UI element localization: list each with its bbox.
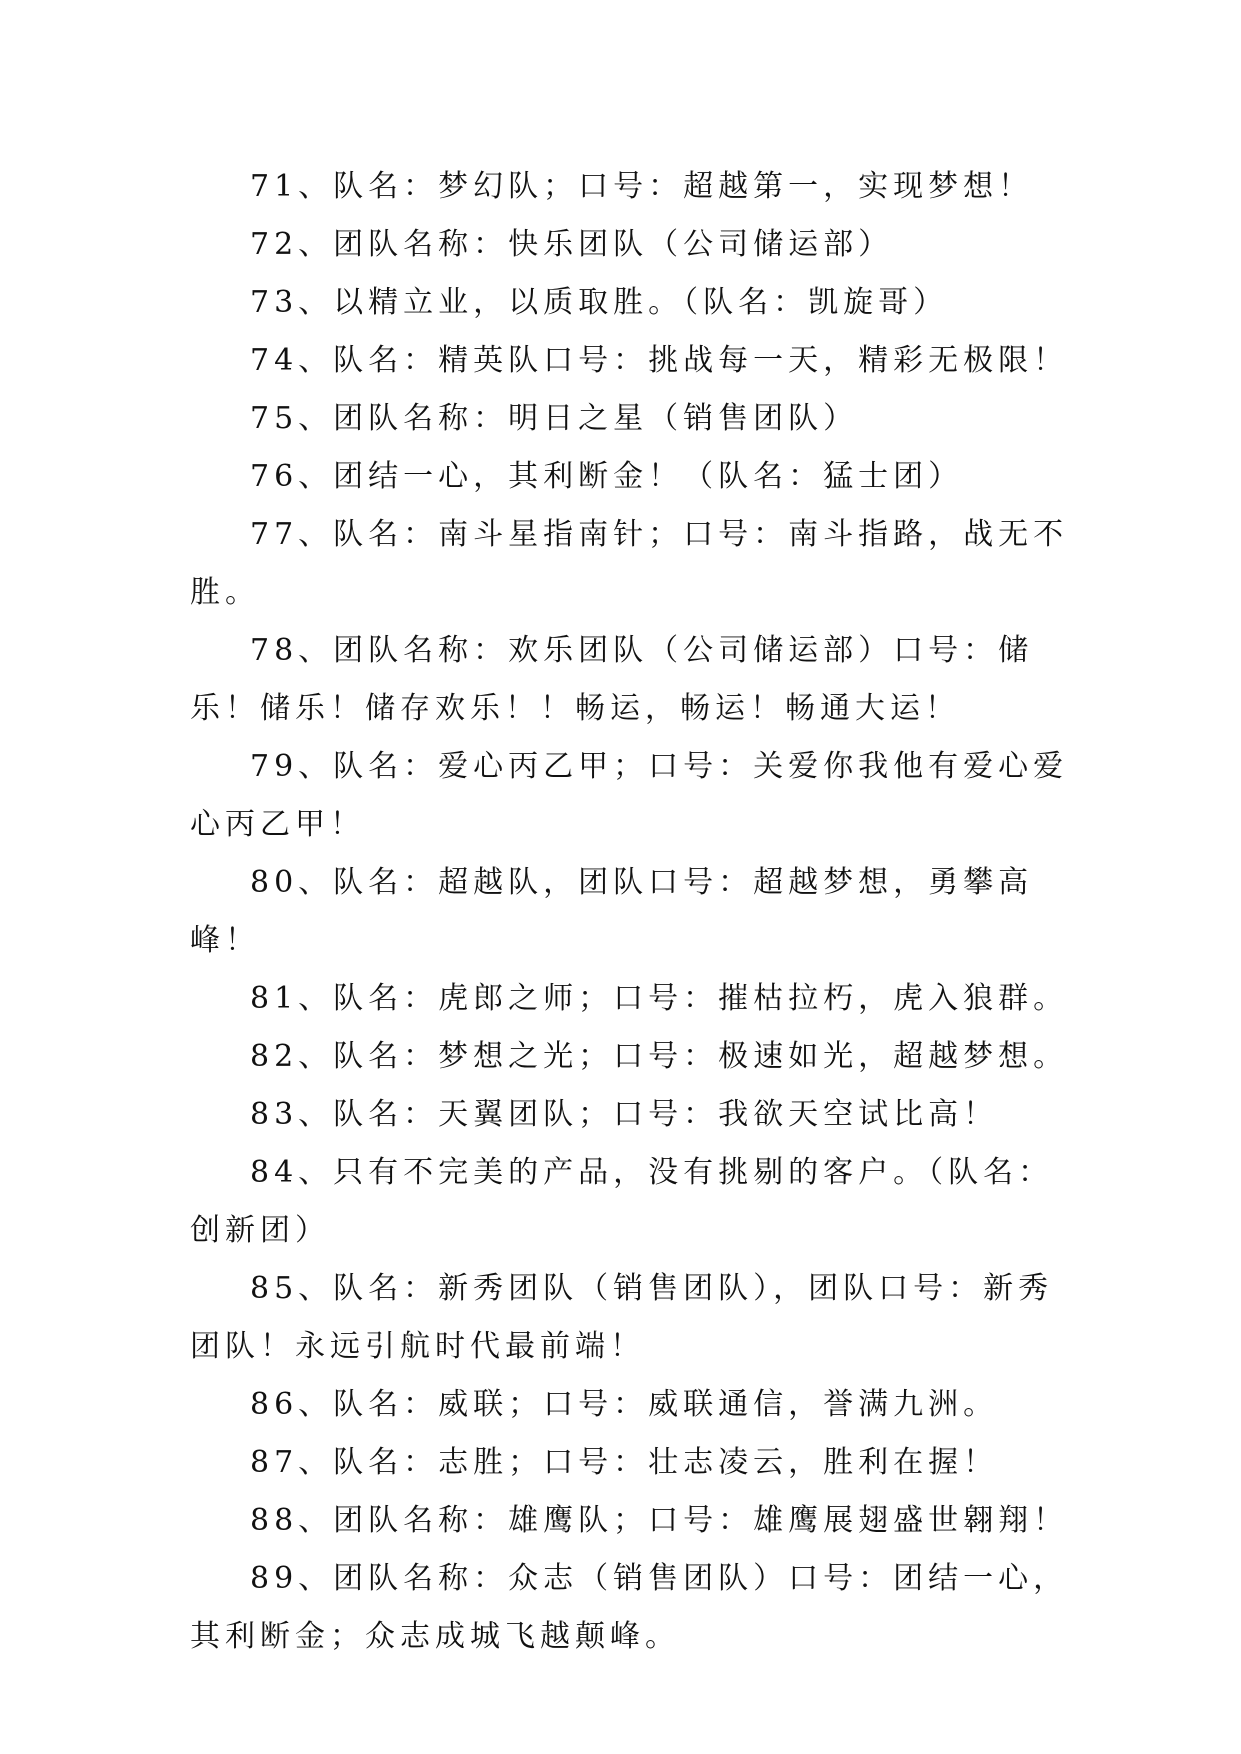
list-item: 71、队名：梦幻队；口号：超越第一，实现梦想！ xyxy=(250,169,1034,204)
list-item: 72、团队名称：快乐团队（公司储运部） xyxy=(250,227,894,262)
list-item: 84、只有不完美的产品，没有挑剔的客户。（队名：创新团） xyxy=(190,1155,1054,1248)
list-item: 80、队名：超越队，团队口号：超越梦想，勇攀高峰！ xyxy=(190,865,1034,958)
list-item: 82、队名：梦想之光；口号：极速如光，超越梦想。 xyxy=(250,1039,1069,1074)
list-item: 81、队名：虎郎之师；口号：摧枯拉朽，虎入狼群。 xyxy=(250,981,1069,1016)
list-item: 73、以精立业，以质取胜。（队名：凯旋哥） xyxy=(250,285,949,320)
slogan-list xyxy=(190,158,1070,1666)
list-item: 76、团结一心，其利断金！（队名：猛士团） xyxy=(250,459,964,494)
list-item: 79、队名：爱心丙乙甲；口号：关爱你我他有爱心爱心丙乙甲！ xyxy=(190,749,1069,842)
list-item: 74、队名：精英队口号：挑战每一天，精彩无极限！ xyxy=(250,343,1069,378)
list-item: 87、队名：志胜；口号：壮志凌云，胜利在握！ xyxy=(250,1445,999,1480)
list-item: 83、队名：天翼团队；口号：我欲天空试比高！ xyxy=(250,1097,999,1132)
list-item: 88、团队名称：雄鹰队；口号：雄鹰展翅盛世翱翔！ xyxy=(250,1503,1069,1538)
list-item: 86、队名：威联；口号：威联通信，誉满九洲。 xyxy=(250,1387,999,1422)
list-item: 75、团队名称：明日之星（销售团队） xyxy=(250,401,859,436)
list-item: 85、队名：新秀团队（销售团队），团队口号：新秀团队！永远引航时代最前端！ xyxy=(190,1271,1054,1364)
list-item: 77、队名：南斗星指南针；口号：南斗指路，战无不胜。 xyxy=(190,517,1069,610)
list-item: 78、团队名称：欢乐团队（公司储运部）口号：储乐！储乐！储存欢乐！！畅运，畅运！畅通大运！ xyxy=(190,633,1034,726)
list-item: 89、团队名称：众志（销售团队）口号：团结一心，其利断金；众志成城飞越颠峰。 xyxy=(190,1561,1069,1654)
